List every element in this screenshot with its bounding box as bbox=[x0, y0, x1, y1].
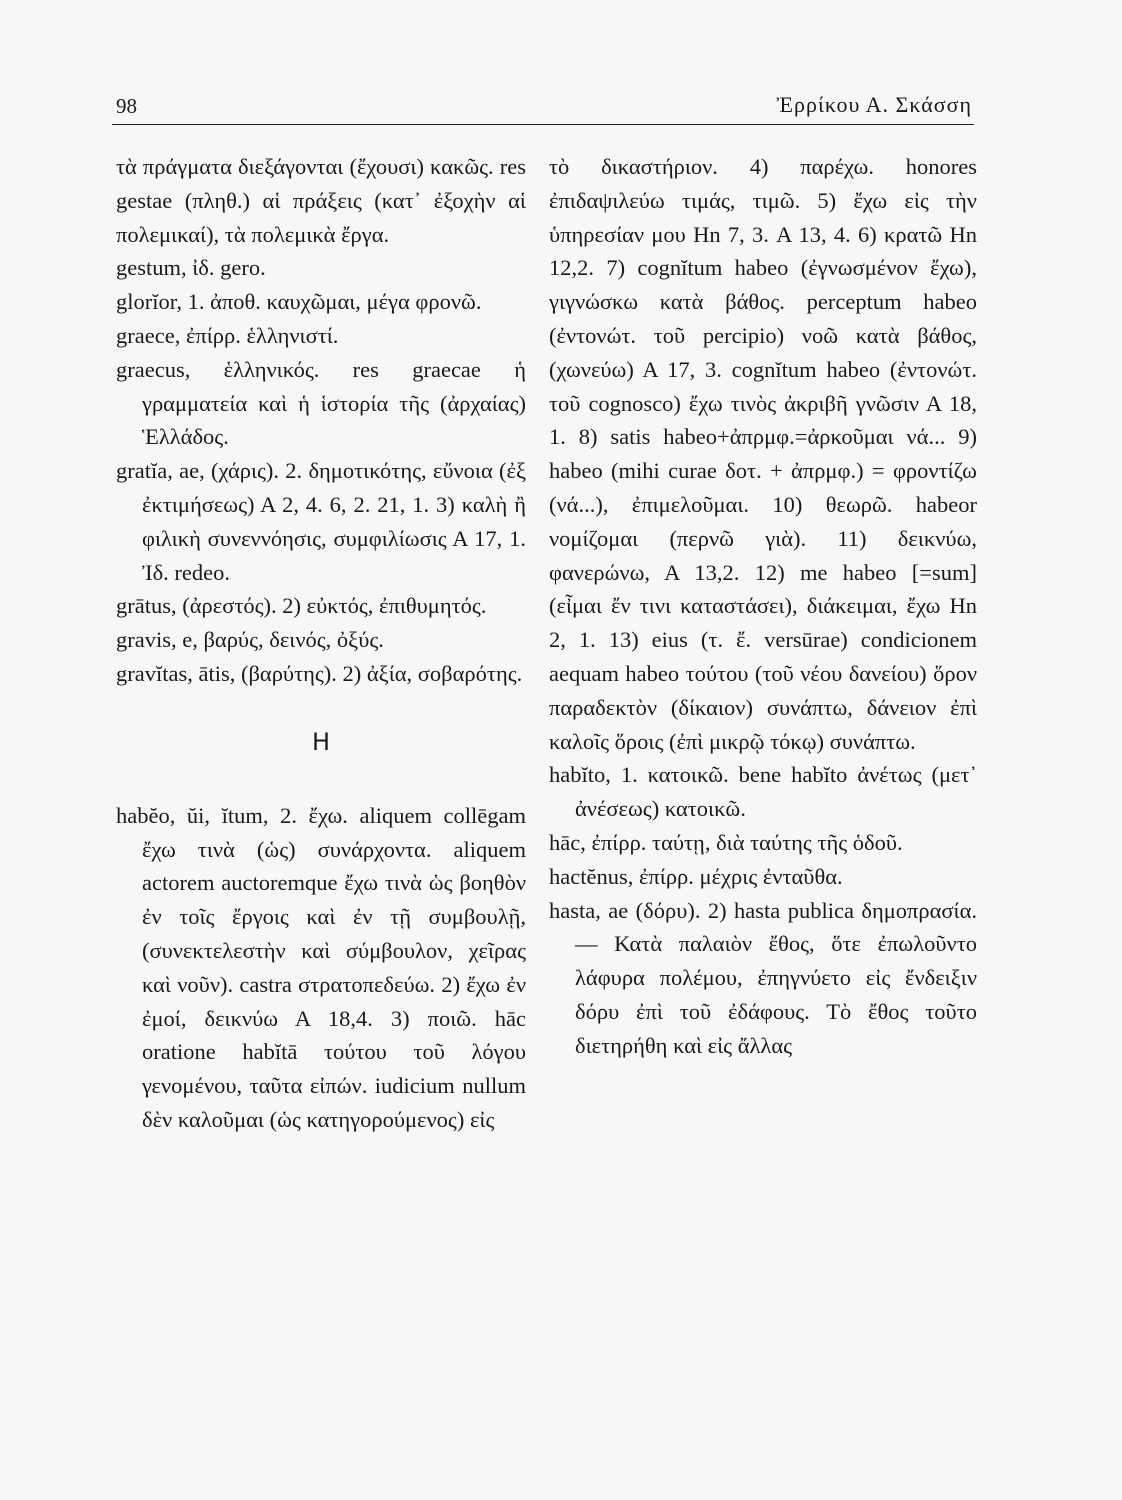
right-column bbox=[549, 150, 977, 1063]
dictionary-entry: graecus, ἑλληνικός. res graecae ἡ γραμματεία καὶ ἡ ἱστορία τῆς (ἀρχαίας) Ἑλλάδος. bbox=[116, 356, 526, 450]
page-header bbox=[112, 88, 974, 125]
page-number: 98 bbox=[116, 94, 137, 118]
dictionary-entry: hactĕnus, ἐπίρρ. μέχρις ἐνταῦθα. bbox=[549, 863, 843, 889]
dictionary-entry: gestum, ἰδ. gero. bbox=[116, 255, 266, 281]
dictionary-entry: gratĭa, ae, (χάρις). 2. δημοτικότης, εὔνοια (ἐξ ἐκτιμήσεως) Α 2, 4. 6, 2. 21, 1. 3) καλὴ ἢ φιλικὴ συνεννόησις, συμφιλίωσις Α 17, 1. Ἰδ. redeo. bbox=[116, 458, 526, 585]
dictionary-entry: glorĭor, 1. ἀποθ. καυχῶμαι, μέγα φρονῶ. bbox=[116, 289, 482, 315]
dictionary-entry: graece, ἐπίρρ. ἑλληνιστί. bbox=[116, 322, 339, 348]
dictionary-entry: habĕo, ŭi, ĭtum, 2. ἔχω. aliquem collēgam ἔχω τινὰ (ὡς) συνάρχοντα. aliquem actorem auctoremque ἔχω τινὰ ὡς βοηθὸν ἐν τοῖς ἔργοις καὶ ἐν τῇ συμβουλῇ, (συνεκτελεστὴν καὶ σύμβουλον, χεῖρας καὶ νοῦν). castra στρατοπεδεύω. 2) ἔχω ἐν ἐμοί, δεικνύω Α 18,4. 3) ποιῶ. hāc oratione habĭtā τούτου τοῦ λόγου γενομένου, ταῦτα εἰπών. iudicium nullum δὲν καλοῦμαι (ὡς κατηγορούμενος) εἰς bbox=[116, 802, 526, 1132]
left-column bbox=[116, 150, 526, 1137]
dictionary-entry: habĭto, 1. κατοικῶ. bene habĭto ἀνέτως (μετ᾽ ἀνέσεως) κατοικῶ. bbox=[549, 762, 977, 822]
dictionary-entry: hasta, ae (δόρυ). 2) hasta publica δημοπρασία.— Κατὰ παλαιὸν ἔθος, ὅτε ἐπωλοῦντο λάφυρα πολέμου, ἐπηγνύετο εἰς ἔνδειξιν δόρυ ἐπὶ τοῦ ἐδάφους. Τὸ ἔθος τοῦτο διετηρήθη καὶ εἰς ἄλλας bbox=[549, 897, 977, 1058]
dictionary-entry: τὰ πράγματα διεξάγονται (ἔχουσι) κακῶς. res gestae (πληθ.) αἱ πράξεις (κατ᾽ ἐξοχὴν αἱ πολεμικαί), τὰ πολεμικὰ ἔργα. bbox=[116, 154, 526, 247]
dictionary-entry: gravis, e, βαρύς, δεινός, ὀξύς. bbox=[116, 627, 384, 653]
dictionary-entry: gravĭtas, ātis, (βαρύτης). 2) ἀξία, σοβαρότης. bbox=[116, 660, 523, 686]
dictionary-entry: grātus, (ἀρεστός). 2) εὐκτός, ἐπιθυμητός. bbox=[116, 593, 487, 619]
section-letter: H bbox=[311, 727, 331, 756]
dictionary-entry-continuation: τὸ δικαστήριον. 4) παρέχω. honores ἐπιδαψιλεύω τιμάς, τιμῶ. 5) ἔχω εἰς τὴν ὑπηρεσίαν μου Hn 7, 3. Α 13, 4. 6) κρατῶ Hn 12,2. 7) cognĭtum habeo (ἐγνωσμένον ἔχω), γιγνώσκω κατὰ βάθος. perceptum habeo (ἐντονώτ. τοῦ percipio) νοῶ κατὰ βάθος, (χωνεύω) Α 17, 3. cognĭtum habeo (ἐντονώτ. τοῦ cognosco) ἔχω τινὸς ἀκριβῆ γνῶσιν Α 18, 1. 8) satis habeo+ἀπρμφ.=ἀρκοῦμαι νά... 9) habeo (mihi curae δοτ. + ἀπρμφ.) = φροντίζω (νά...), ἐπιμελοῦμαι. 10) θεωρῶ. habeor νομίζομαι (περνῶ γιὰ). 11) δεικνύω, φανερώνω, Α 13,2. 12) me habeo [=sum] (εἶμαι ἔν τινι καταστάσει), διάκειμαι, ἔχω Hn 2, 1. 13) eius (τ. ἔ. versūrae) condicionem aequam habeo τούτου (τοῦ νέου δανείου) ὅρον παραδεκτὸν (δίκαιον) συνάπτω, δάνειον ἐπὶ καλοῖς ὅροις (ἐπὶ μικρῷ τόκῳ) συνάπτω. bbox=[549, 154, 977, 754]
running-title: Ἐρρίκου Α. Σκάσση bbox=[776, 92, 972, 117]
dictionary-entry: hāc, ἐπίρρ. ταύτῃ, διὰ ταύτης τῆς ὁδοῦ. bbox=[549, 829, 903, 855]
